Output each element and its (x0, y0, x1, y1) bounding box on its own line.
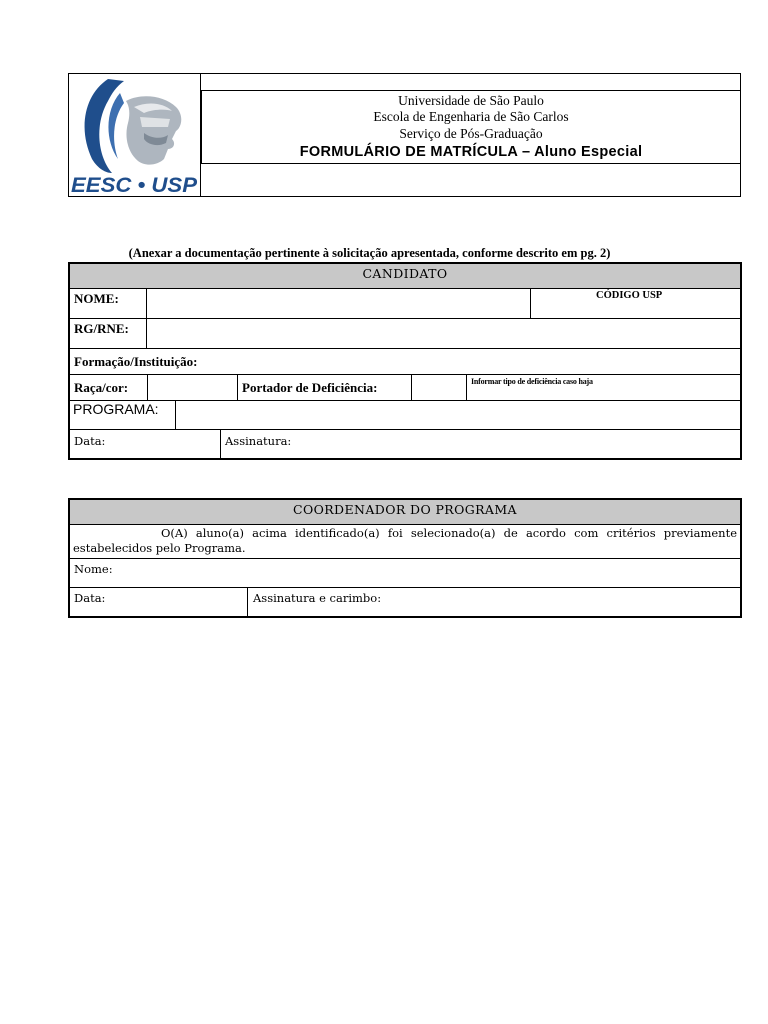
deficiencia-field[interactable] (412, 375, 466, 400)
service-name: Serviço de Pós-Graduação (399, 126, 543, 141)
nome-field[interactable] (147, 289, 530, 318)
coord-data-label: Data: (74, 591, 106, 605)
institution-box (201, 90, 741, 164)
candidato-header: CANDIDATO (70, 264, 740, 288)
divider (237, 374, 238, 400)
eesc-usp-logo (68, 73, 200, 197)
candidato-table (68, 262, 742, 460)
data-field[interactable] (110, 430, 220, 458)
deficiencia-hint: Informar tipo de deficiência caso haja (471, 377, 593, 386)
assinatura-field[interactable] (300, 430, 740, 458)
statement-line-2: estabelecidos pelo Programa. (73, 541, 246, 555)
statement (73, 526, 737, 556)
statement-line-1: O(A) aluno(a) acima identificado(a) foi selecionado(a) de acordo com critérios previamente (161, 526, 737, 540)
coord-nome-field[interactable] (115, 559, 740, 587)
raca-label: Raça/cor: (74, 380, 129, 395)
nome-label: NOME: (74, 291, 119, 306)
rg-field[interactable] (147, 319, 740, 348)
codigo-usp-field[interactable] (531, 302, 740, 318)
divider (70, 524, 740, 525)
coord-assinatura-field[interactable] (390, 588, 740, 616)
programa-field[interactable] (176, 401, 740, 429)
note-text: (Anexar a documentação pertinente à solicitação apresentada, conforme descrito em pg. 2) (128, 246, 611, 260)
rg-label: RG/RNE: (74, 321, 129, 336)
formacao-field[interactable] (220, 349, 740, 374)
data-label: Data: (74, 434, 106, 448)
logo-text: EESC • USP (71, 174, 199, 197)
school-name: Escola de Engenharia de São Carlos (373, 109, 569, 124)
coordenador-header: COORDENADOR DO PROGRAMA (70, 500, 740, 524)
coord-assinatura-label: Assinatura e carimbo: (253, 591, 382, 605)
coord-data-field[interactable] (110, 588, 247, 616)
raca-field[interactable] (148, 375, 237, 400)
assinatura-label: Assinatura: (225, 434, 292, 448)
programa-label: PROGRAMA: (73, 401, 159, 417)
form-title: FORMULÁRIO DE MATRÍCULA – Aluno Especial (299, 144, 643, 160)
documentation-note (68, 246, 741, 260)
coord-nome-label: Nome: (74, 562, 113, 576)
deficiencia-tipo-field[interactable] (467, 388, 740, 400)
codigo-usp-label: CÓDIGO USP (596, 290, 663, 301)
coordenador-table (68, 498, 742, 618)
university-name: Universidade de São Paulo (398, 93, 544, 108)
formacao-label: Formação/Instituição: (74, 354, 198, 369)
logo-cell (68, 73, 201, 197)
divider (247, 587, 248, 616)
deficiencia-label: Portador de Deficiência: (242, 380, 378, 395)
divider (220, 429, 221, 458)
